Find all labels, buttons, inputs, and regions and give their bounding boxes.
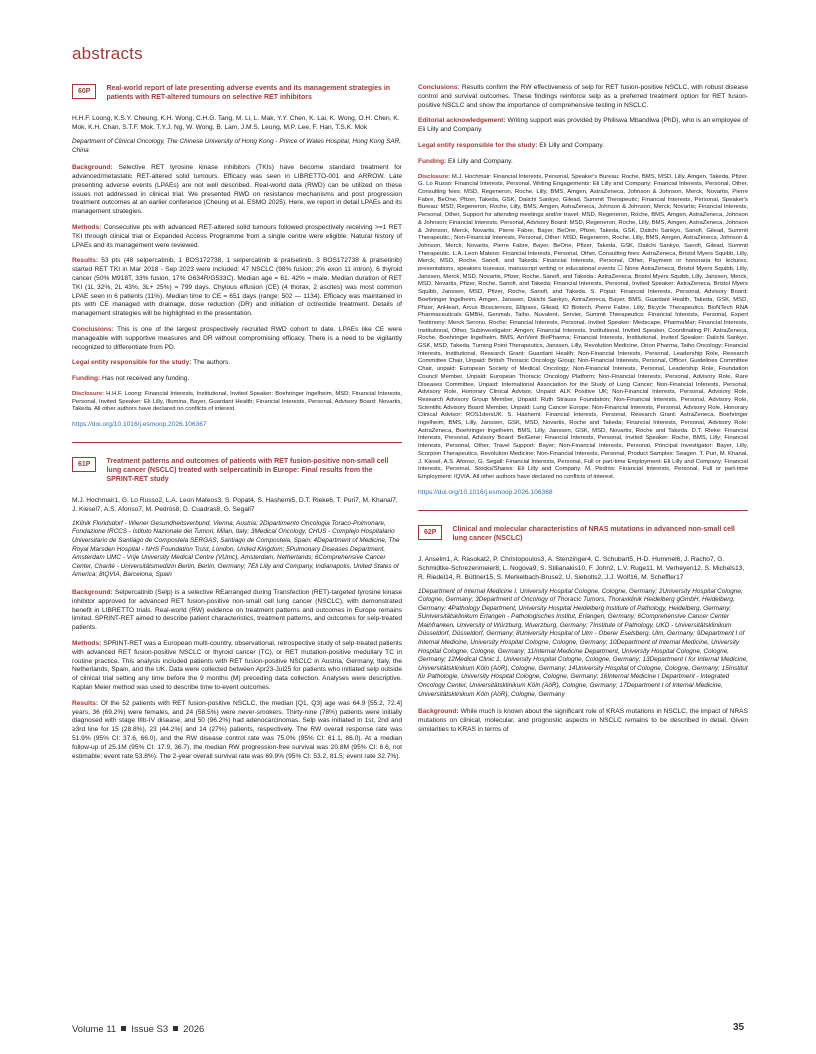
section-text: This is one of the largest prospectively recruited RWD cohort to date. LPAEs like CE were manageable with supportive measures and DR without compromising efficacy. There is a need to be vigilantly recognized to differentiate from PD.: [72, 325, 402, 351]
section-conclusions: [418, 84, 748, 110]
section-text: While much is known about the significant role of KRAS mutations in NSCLC, the impact of NRAS mutations on clinical, molecular, and prognostic aspects in NSCLC remains to be described in detail. Given similarities to KRAS in terms of: [418, 708, 748, 733]
journal-section-header: abstracts: [72, 44, 143, 63]
abstract-61p: [72, 457, 402, 762]
abstract-id-badge: 62P: [418, 525, 442, 540]
section-text: The authors.: [193, 359, 231, 367]
section-text: Consecutive pts with advanced RET-altered solid tumours followed prospectively receiving >=1 RET TKI through clinical trial or Expanded Access Programme from a single centre were eligible. Natural history of LPAEs and its management were reviewed.: [72, 223, 402, 249]
section-text: Of the 52 patients with RET fusion-positive NSCLC, the median [Q1, Q3] age was 64.9 [55.2, 72.4] years, 36 (69.2%) were females, and 24 (58.5%) were never-smokers. Thirty-nine (78%) patients were initially diagnosed with stage IIIb-IV disease, and 50 (96.2%) had adenocarcinomas. Selp was initiated in 1st, 2nd and ≥3rd line for 15 (28.8%), 23 (44.2%) and 14 (27%) patients, respectively. The RW overall response rate was 51.9% (95% CI: 37.6, 66.0), and the RW disease control rate was 75.0% (95% CI: 61.1, 86.0). At a median follow-up of 25.1M (95% CI: 17.9, 36.7), the median RW progression-free survival was 20.8M (95% CI: 6.6, not estimable; event rate 53.8%). The 2-year overall survival rate was 69.9% (95% CI: 53.2, 81.5; event rate 32.7%).: [72, 699, 402, 760]
section-funding: [418, 158, 748, 167]
doi-link[interactable]: https://doi.org/10.1016/j.esmoop.2026.106367: [72, 421, 207, 429]
section-label: Conclusions:: [418, 84, 460, 91]
section-background: [72, 589, 402, 633]
section-label: Disclosure:: [72, 390, 105, 397]
abstract-title: Real-world report of late presenting adverse events and its management strategies in patients with RET-altered tumours on selective RET inhibitors: [106, 85, 391, 101]
abstract-id-badge: 60P: [72, 84, 96, 99]
right-column: [418, 84, 748, 742]
section-label: Funding:: [418, 157, 447, 165]
section-label: Background:: [418, 708, 459, 716]
section-disclosure: [72, 391, 402, 414]
section-methods: [72, 640, 402, 693]
section-conclusions: [72, 326, 402, 352]
footer-volume: Volume 11: [72, 1024, 117, 1035]
abstract-61p-continued: [418, 84, 748, 498]
section-editorial-ack: [418, 117, 748, 135]
section-text: Selpercatinib (Selp) is a selective REarranged during Transfection (RET)-targeted tyrosine kinase inhibitor approved for advanced RET fusion-positive non-small cell lung cancer (NSCLC), with demonstrated benefit in LIBRETTO trials. Real-world (RW) evidence on treatment patterns and outcomes in Europe remains limited. SPRINT-RET aimed to describe patient characteristics, treatment patterns, and outcomes for selp-treated patients.: [72, 588, 402, 632]
section-text: H.H.F. Loong: Financial Interests, Institutional, Invited Speaker: Boehringer Ingelheim, MSD; Financial Interests, Personal, Invited Speaker: Eli Lilly, Illumina, Bayer, Guardant Health; Financial Interests, Personal, Advisory Board: Novartis, Takeda. All other authors have declared no conflicts of interest.: [72, 390, 403, 413]
section-text: Results confirm the RW effectiveness of selp for RET fusion-positive NSCLC, with robust disease control and survival outcomes. These findings reinforce selp as a preferred treatment option for RET fusion-positive NSCLC and show the importance of comprehensive testing in NSCLC.: [418, 84, 748, 109]
section-label: Legal entity responsible for the study:: [418, 141, 538, 149]
section-label: Funding:: [72, 375, 101, 383]
section-label: Conclusions:: [72, 325, 114, 333]
abstract-id-badge: 61P: [72, 457, 96, 472]
section-methods: [72, 224, 402, 250]
section-label: Methods:: [72, 223, 102, 231]
footer-issue: Issue S3: [131, 1024, 169, 1035]
affiliation: 1Klinik Floridsdorf - Wiener Gesundheitsverbund, Vienna, Austria; 2Dipartimento Oncologia Toraco-Polmonare, Fondazione IRCCS - Istituto Nazionale dei Tumori, Milan, Italy; 3Medical Oncology, CHUS - Complejo Hospitalario Universitario de Santiago de Compostela SERGAS, Santiago de Compostela, Spain; 4Department of Medicine, The Royal Marsden Hospital - NHS Foundation Trust, London, United Kingdom; 5Pulmonary Diseases Department, Amsterdam UMC - Vrije University Medical Centre (VUmc), Amsterdam, Netherlands; 6Comprehensive Cancer Center, Charité - Universitätsmedizin Berlin, Berlin, Germany; 7Eli Lilly and Company, Indianapolis, United States of America; 8IQVIA, Barcelona, Spain: [72, 519, 400, 579]
abstract-60p: [72, 84, 402, 430]
section-text: 53 pts (48 selpercatinib, 1 BOS172738, 1 selpercatinib & pralsetinib, 3 BOS172738 & pralsetinib) started RET TKI in Mar 2018 - Sep 2023 were included: 47 NSCLC (98% fusion; 2% exon 11 intron), 6 thyroid cancer (50% M918T, 33% fusion, 17% G634R/G533C). Median age = 61. 42% = male. Median duration of RET TKI (1L 32%, 2L 43%, 3L+ 25%) = 799 days. Chylous effusion (CE) (4 thorax, 2 ascites) was most common LPAE seen in 6 patients (11%). Median time to CE = 651 days (range: 502 — 1134). Efficacy was maintained in pts with CE managed with drainage, dose reduction (DR) and initiation of octreotide treatment. Details of management strategies will be highlighted in the presentation.: [72, 257, 402, 318]
section-label: Disclosure:: [418, 173, 451, 180]
section-text: Selective RET tyrosine kinase inhibitors (TKIs) have become standard treatment for advanced/metastatic RET-altered solid tumours. Efficacy was seen in LIBRETTO-001 and ARROW. Late presenting adverse events (LPAEs) are not well described. Real-world data (RWD) can be utilized on these issues not addressed in clinical trial. We presented RWD on resistance mechanisms and post progression treatment outcomes at an earlier conference (Cheung et al. ESMO 2025). Here, we report in detail LPAEs and its management strategies.: [72, 164, 402, 216]
section-label: Methods:: [72, 639, 102, 647]
author-list: M.J. Hochmair1, G. Lo Russo2, L.A. Leon Mateos3, S. Popat4, S. Hashemi5, D.T. Rieke6, T. Puri7, M. Khanal7, J. Kiesel7, A.S. Afonso7, M. Pedrós8, D. Cuadras8, G. Segall7: [72, 496, 398, 513]
abstract-divider: [418, 510, 748, 511]
section-background: [418, 708, 748, 734]
footer-year: 2026: [183, 1024, 205, 1035]
section-label: Legal entity responsible for the study:: [72, 359, 192, 367]
abstract-title: Treatment patterns and outcomes of patients with RET fusion-positive non-small cell lung cancer (NSCLC) treated with selpercatinib in Europe: Final results from the SPRINT-RET study: [106, 457, 389, 483]
section-text: Has not received any funding.: [102, 375, 190, 383]
section-text: Eli Lilly and Company.: [539, 141, 605, 149]
author-list: H.H.F. Loong, K.S.Y. Cheung, K.H. Wong, C.H.G. Tang, M. Li, L. Mak, Y.Y. Chen, K. Lai, K. Wong, O.H. Chen, K. Mok, K.H. Chan, S.T.F. Mok, T.Y.J. Ng, W. Wong, B. Lam, J.M.S. Leung, M.P. Lee, F. Han, T.S.K. Mok: [72, 115, 400, 131]
page-number: 35: [733, 1022, 745, 1033]
footer-issue-info: [72, 1024, 204, 1035]
section-text: Eli Lilly and Company.: [448, 157, 513, 165]
section-text: M.J. Hochmair: Financial Interests, Personal, Speaker's Bureau: Roche, BMS, MSD, Lilly, Amgen, Takeda, Pfizer. G. Lo Russo: Financial Interests, Personal, Writing Engagements: Eli Lilly and Company; Financial Interests, Personal, Other, Consulting fees: MSD, Regeneron, Roche, Lilly, BMS, Amgen, AstraZeneca, Johnson & Johnson, Merck, Novartis, Pierre Fabre, BeOne, Pfizer, Takeda, GSK, Daiichi Sankyo, Gilead, Summit Therapeutic; Financial Interests, Personal, Speaker's Bureau: MSD, Regeneron, Roche, Lilly, BMS, Amgen, AstraZeneca, Johnson & Johnson, Merck, Novartis; Financial Interests, Personal, Other, Support for attending meetings and/or travel: MSD, Regeneron, Roche, BMS, Amgen, AstraZeneca, Johnson & Johnson; Financial Interests, Personal, Advisory Board: MSD, Regeneron, Roche, Lilly, BMS, Amgen, AstraZeneca, Johnson & Johnson, Merck, Novartis, Pierre Fabre, Bayer, BeOne, Pfizer, Takeda, GSK, Daiichi Sankyo, Sanofi, Gilead, Summit Therapeutic.; Non-Financial Interests, Personal, Other: MSD, Regeneron, Roche, Lilly, BMS, Amgen, AstraZeneca, Johnson & Johnson, Merck, Novartis, Pierre Fabre, Bayer, BeOne, Pfizer, Takeda, GSK, Daiichi Sankyo, Sanofi, Gilead, Summit Therapeutic. L.A. Leon Mateos: Financial Interests, Personal, Other, Consulting fees: AstraZeneca, Bristol Myers Squibb, Lilly, Merck, MSD, Roche, Sanofi, and Takeda; Financial Interests, Personal, Other, Payment or honoraria for lectures, presentations, speakers bureaus, manuscript writing or educational events ☐ None AstraZeneca, Bristol Myers Squibb, Lilly, Janssen, Merck, MSD, Novartis, Pfizer, Roche, Sanofi, and Takeda.: AstraZeneca, Bristol Myers Squibb, Lilly, Janssen, Merck, MSD, Novartis, Pfizer, Roche, Sanofi, and Takeda; Financial Interests, Personal, Invited Speaker: AstraZeneca, Bristol Myers Squibb, Janssen, MSD, Pfizer, Roche, Sanofi, and Takeda. S. Popat: Financial Interests, Personal, Advisory Board: Boehringer Ingelheim, Amgen, Janssen, Daiichi Sankyo, AstraZeneca, Bayer, BMS, Guardant Health, Takeda, GSK, MSD, Pfizer, AnHeart, Arcus Biosciences, Ellipses, Gilead, IO Biotech, Pierre Fabre, Lilly, Bicycle Therapeutics, BioNTech RNA Pharmaceuticals GMBH, Genmab, Taiho, Nuvalent, Servier, Summit Therapeutics; Financial Interests, Personal, Expert Testimony: Merck Serono, Roche; Financial Interests, Personal, Invited Speaker: Medscape, PharmaMar; Financial Interests, Institutional, Other, Subinvestigator: Amgen; Financial Interests, Institutional, Invited Speaker, Coordinating PI: AstraZeneca, Roche, Boehringer Ingelheim, BMS, ArriVent BioPharma; Financial Interests, Institutional, Invited Speaker: Daiichi Sankyo, GSK, MSD, Takeda, Turning Point Therapeutics, Janssen, Lilly, Revolution Medicine, Orion Pharma, Taiho Oncology; Financial Interests, Institutional, Research Grant: Guardant Health; Non-Financial Interests, Personal, Leadership Role, Research Committee Chair, Unpaid: British Thoracic Oncology Group; Non-Financial Interests, Personal, Officer, Guidelines Committee Chair, unpaid: European Society of Medical Oncology; Non-Financial Interests, Personal, Leadership Role, Foundation Council Member, Unpaid: European Thoracic Oncology Platform; Non-Financial Interests, Personal, Advisory Role, Rare Diseases Committee, Unpaid: International Association for the Study of Lung Cancer; Non-Financial Interests, Personal, Advisory Role, Honorary Clinical Advisor, Unpaid: ALK Positive UK; Non-Financial Interests, Personal, Advisory Role, Research Advisory Group Member, Unpaid: Ruth Strauss Foundation; Non-Financial Interests, Personal, Advisory Role, Scientific Advisory Board Member, Unpaid: Lung Cancer Europe; Non-Financial Interests, Personal, Advisory Role, Honorary Clinical Advisor: ROS1dersUK. S. Hashemi: Financial Interests, Personal, Research Grant: AstraZeneca, Boehringer Ingelheim, BMS, Lilly, Janssen, GSK, MSD, Novartis, Roche and Takeda; Financial Interests, Personal, Advisory Role: AstraZeneca, Boehringer Ingelheim, BMS, Lilly, Janssen, GSK, MSD, Novartis, Roche and Takeda. D.T. Rieke: Financial Interests, Personal, Advisory Board: BeiGene; Financial Interests, Personal, Invited Speaker: Roche, BMS, Lilly; Financial Interests, Personal, Other, Travel Support: Bayer; Non-Financial Interests, Personal, Principal Investigator: Bayer, Lilly, Scorpion Therapeutics, Revolution Medicine; Non-Financial Interests, Personal, Product Samples: Seagen. T. Puri, M. Khanal, J. Kiesel, A.S. Afonso, G. Segall: Financial Interests, Personal, Full or part-time Employment: Eli Lilly and Company; Financial Interests, Personal, Stocks/Shares: Eli Lilly and Company. M. Pedrós: Financial Interests, Personal, Full or part-time Employment: IQVIA. All other authors have declared no conflicts of interest.: [418, 173, 749, 480]
section-funding: [72, 375, 402, 384]
section-label: Background:: [72, 164, 113, 172]
doi-link[interactable]: https://doi.org/10.1016/j.esmoop.2026.106368: [418, 488, 553, 496]
section-label: Background:: [72, 588, 113, 596]
section-results: [72, 257, 402, 319]
author-list: J. Anselm1, A. Rasokat2, P. Christopoulos3, A. Stenzinger4, C. Schubart5, H-D. Hummel6, J. Racho7, G. Schmidtke-Schrezenmeier8, L. Nogova9, S. Stilianakis10, F. John2, L.V. Ruge11, M. Verheyen12, S. Michels13, R. Riedel14, R. Büttner15, S. Merkelbach-Bruse2, U. Siebolts2, J.J. Wolf16, M. Scheffler17: [418, 555, 745, 581]
abstract-62p: [418, 525, 748, 735]
affiliation: 1Department of Internal Medicine I, University Hospital Cologne, Cologne, Germany; 2University Hospital Cologne, Cologne, Germany; 3Department of Oncology of Thoracic Tumors, Thoraxklinik Heidelberg gGmbH, Heidelberg, Germany; 4Pathology Department, University Hospital Heidelberg Institute of Pathology, Heidelberg, Germany; 5Universitätsklinikum Erlangen - Pathologisches Institut, Erlangen, Germany; 6Comprehensive Cancer Center Mainfranken, University of Würzburg, Wuerzburg, Germany; 7Institute of Pathology, UKD - Universitätsklinikum Düsseldorf, Düsseldorf, Germany; 8University Hospital of Ulm - Oberer Eselsberg, Ulm, Germany; 9Department I of Internal Medicine, University Hospital Cologne, Cologne, Germany; 10Department of Internal Medicine, University Hospital Cologne, Cologne, Germany; 11Internal Medicine Department, University Hospital Cologne, Cologne, Germany; 12Medical Clinic 1, University Hospital Cologne, Cologne, Germany; 13Department I for Internal Medicine, Universitätsklinikum Köln (AöR), Cologne, Germany; 14University Hospital of Cologne, Cologne, Germany; 15Institut für Pathologie, University Hospital Cologne, Cologne, Germany; 16Internal Medicine I Department - Integrated Oncology Center, Universitätsklinikum Köln (AöR), Cologne, Germany; 17Department I of Internal Medicine, Universitätsklinikum Köln (AöR), Cologne, Germany: [418, 587, 748, 698]
section-text: Writing support was provided by Philiswa Mbandlwa (PhD), who is an employee of Eli Lilly and Company.: [418, 117, 748, 134]
section-text: SPRINT-RET was a European multi-country, observational, retrospective study of selp-treated patients with advanced RET fusion-positive NSCLC or thyroid cancer (TC), or RET mutation-positive medullary TC in routine practice. This analysis included patients with RET fusion-positive NSCLC in Austria, Germany, Italy, the Netherlands, Spain, and the UK. Data were collected between Apr23-Jul25 for patients who initiated selp outside of clinical trial setting any time before the 9 months (M) preceding data collection. Analyses were descriptive. Kaplan Meier method was used to describe time to-event outcomes.: [72, 639, 402, 691]
section-background: [72, 164, 402, 217]
section-label: Results:: [72, 257, 99, 265]
square-separator-icon: [173, 1026, 178, 1031]
square-separator-icon: [121, 1026, 126, 1031]
section-disclosure: [418, 174, 748, 482]
section-legal-entity: [72, 359, 402, 368]
section-results: [72, 700, 402, 762]
affiliation: Department of Clinical Oncology, The Chinese University of Hong Kong - Prince of Wales Hospital, Hong Kong SAR, China: [72, 138, 402, 154]
section-label: Editorial acknowledgement:: [418, 117, 506, 125]
section-label: Results:: [72, 699, 99, 707]
section-legal-entity: [418, 142, 748, 151]
abstract-title: Clinical and molecular characteristics of NRAS mutations in advanced non-small cell lung cancer (NSCLC): [452, 525, 735, 542]
left-column: [72, 84, 402, 768]
abstract-divider: [72, 442, 402, 443]
